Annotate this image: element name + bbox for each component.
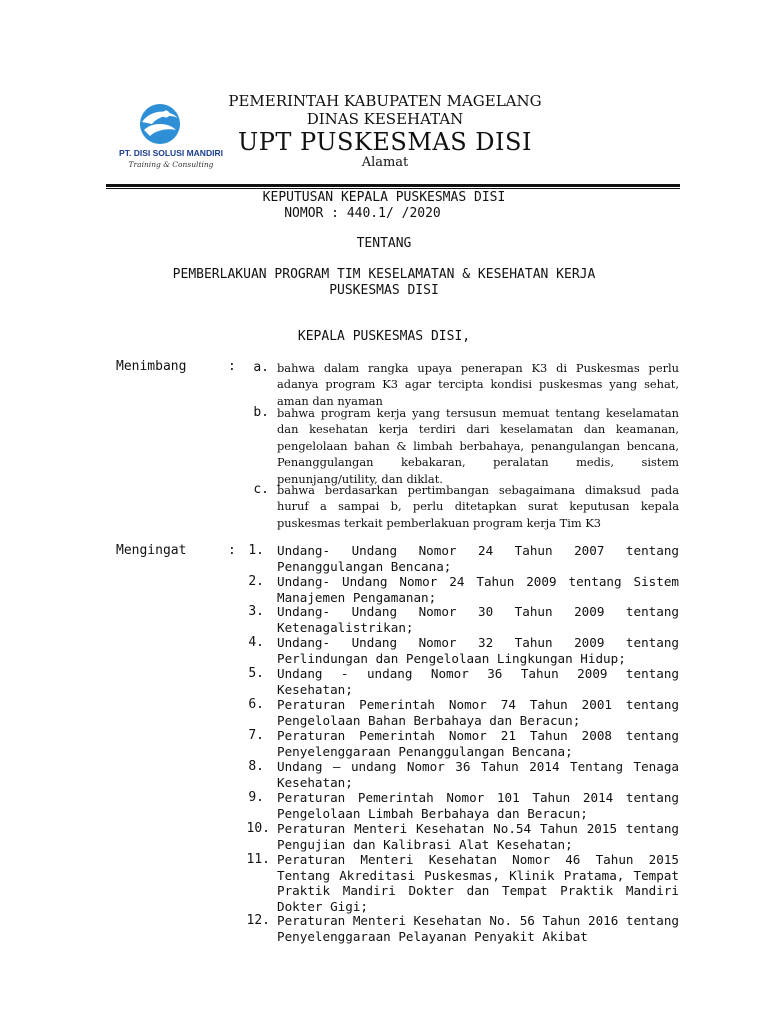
mengingat-item: Undang - undang Nomor 36 Tahun 2009 tentang Kesehatan; <box>277 666 679 697</box>
government-name: PEMERINTAH KABUPATEN MAGELANG <box>228 92 542 110</box>
mengingat-marker: 10. <box>246 821 270 836</box>
decree-number: NOMOR : 440.1/ /2020 <box>284 206 441 221</box>
mengingat-marker: 12. <box>246 913 270 928</box>
head-title: KEPALA PUSKESMAS DISI, <box>297 329 471 344</box>
subject-line-1: PEMBERLAKUAN PROGRAM TIM KESELAMATAN & KESEHATAN KERJA <box>172 267 596 282</box>
mengingat-marker: 7. <box>248 728 264 743</box>
mengingat-item: Undang- Undang Nomor 30 Tahun 2009 tentang Ketenagalistrikan; <box>277 604 679 635</box>
decree-title: KEPUTUSAN KEPALA PUSKESMAS DISI <box>262 190 506 205</box>
mengingat-item: Peraturan Pemerintah Nomor 21 Tahun 2008 tentang Penyelenggaraan Penanggulangan Bencana; <box>277 728 679 759</box>
mengingat-marker: 1. <box>248 543 264 558</box>
mengingat-item: Peraturan Menteri Kesehatan Nomor 46 Tahun 2015 Tentang Akreditasi Puskesmas, Klinik Pratama, Tempat Praktik Mandiri Dokter dan Tempat Praktik Mandiri Dokter Gigi; <box>277 852 679 914</box>
about-label: TENTANG <box>356 236 412 251</box>
header-divider-thin <box>106 188 680 189</box>
menimbang-label: Menimbang <box>116 359 187 374</box>
menimbang-marker: b. <box>253 405 269 420</box>
institution-name: UPT PUSKESMAS DISI <box>238 128 532 156</box>
department-name: DINAS KESEHATAN <box>306 110 464 128</box>
address-label: Alamat <box>361 155 409 170</box>
logo-company-name: PT. DISI SOLUSI MANDIRI <box>119 148 223 158</box>
mengingat-marker: 9. <box>248 790 264 805</box>
mengingat-label: Mengingat <box>116 543 187 558</box>
menimbang-marker: c. <box>253 482 269 497</box>
mengingat-marker: 2. <box>248 574 264 589</box>
menimbang-item: bahwa berdasarkan pertimbangan sebagaimana dimaksud pada huruf a sampai b, perlu ditetapkan surat keputusan kepala puskesmas terkait pemberlakuan program kerja Tim K3 <box>277 483 679 530</box>
mengingat-colon: : <box>228 543 236 558</box>
mengingat-item: Peraturan Pemerintah Nomor 74 Tahun 2001 tentang Pengelolaan Bahan Berbahaya dan Beracun; <box>277 697 679 728</box>
mengingat-marker: 4. <box>248 635 264 650</box>
mengingat-item: Undang- Undang Nomor 24 Tahun 2007 tentang Penanggulangan Bencana; <box>277 543 679 574</box>
mengingat-item: Undang- Undang Nomor 32 Tahun 2009 tentang Perlindungan dan Pengelolaan Lingkungan Hidup; <box>277 635 679 666</box>
mengingat-marker: 11. <box>246 852 270 867</box>
mengingat-item: Peraturan Menteri Kesehatan No. 56 Tahun 2016 tentang Penyelenggaraan Pelayanan Penyakit Akibat <box>277 913 679 944</box>
menimbang-item: bahwa dalam rangka upaya penerapan K3 di Puskesmas perlu adanya program K3 agar tercipta kondisi puskesmas yang sehat, aman dan nyaman <box>277 361 679 408</box>
logo-tagline: Training & Consulting <box>128 160 214 169</box>
header-divider-thick <box>106 184 680 187</box>
menimbang-item: bahwa program kerja yang tersusun memuat tentang keselamatan dan kesehatan kerja terdiri dari keselamatan dan keamanan, pengelolaan bahan & limbah berbahaya, penangulangan bencana, Penanggulangan kebakaran, peralatan medis, sistem penunjang/utility, dan diklat. <box>277 406 679 486</box>
mengingat-item: Undang – undang Nomor 36 Tahun 2014 Tentang Tenaga Kesehatan; <box>277 759 679 790</box>
menimbang-colon: : <box>228 359 236 374</box>
mengingat-marker: 8. <box>248 759 264 774</box>
subject-line-2: PUSKESMAS DISI <box>329 283 439 298</box>
mengingat-marker: 5. <box>248 666 264 681</box>
mengingat-item: Undang- Undang Nomor 24 Tahun 2009 tentang Sistem Manajemen Pengamanan; <box>277 574 679 605</box>
menimbang-marker: a. <box>253 360 269 375</box>
mengingat-marker: 6. <box>248 697 264 712</box>
mengingat-item: Peraturan Menteri Kesehatan No.54 Tahun 2015 tentang Pengujian dan Kalibrasi Alat Kesehatan; <box>277 821 679 852</box>
mengingat-marker: 3. <box>248 604 264 619</box>
mengingat-item: Peraturan Pemerintah Nomor 101 Tahun 2014 tentang Pengelolaan Limbah Berbahaya dan Beracun; <box>277 790 679 821</box>
